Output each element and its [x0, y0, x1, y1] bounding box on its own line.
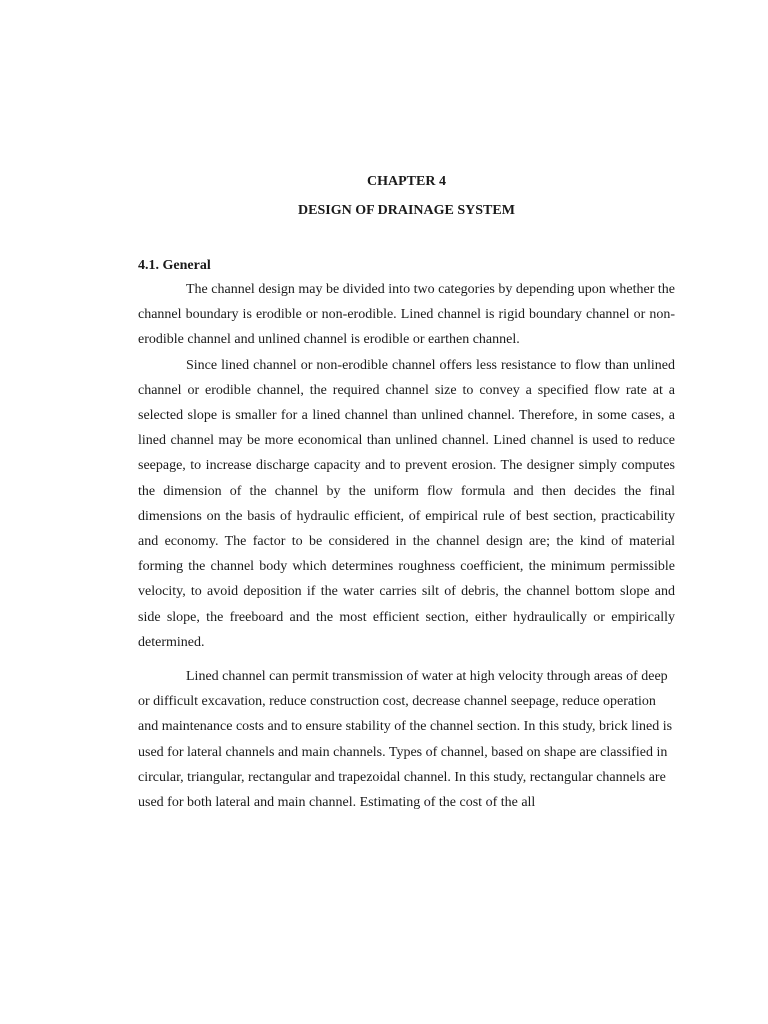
chapter-title: DESIGN OF DRAINAGE SYSTEM	[298, 203, 515, 218]
paragraph-3: Lined channel can permit transmission of water at high velocity through areas of deep or difficult excavation, reduce construction cost, decrease channel seepage, reduce operation and maintenance costs and to ensure stability of the channel section. In this study, brick lined is used for lateral channels and main channels. Types of channel, based on shape are classified in circular, triangular, rectangular and trapezoidal channel. In this study, rectangular channels are used for both lateral and main channel. Estimating of the cost of the all	[138, 669, 673, 811]
paragraph-1: The channel design may be divided into two categories by depending upon whether the channel boundary is erodible or non-erodible. Lined channel is rigid boundary channel or non-erodible channel and unlined channel is erodible or earthen channel.	[138, 282, 675, 348]
chapter-number: CHAPTER 4	[367, 174, 446, 189]
section-heading: 4.1. General	[138, 258, 211, 273]
document-page	[138, 172, 675, 815]
paragraph-2: Since lined channel or non-erodible channel offers less resistance to flow than unlined channel or erodible channel, the required channel size to convey a specified flow rate at a selected slope is smaller for a lined channel than unlined channel. Therefore, in some cases, a lined channel may be more economical than unlined channel. Lined channel is used to reduce seepage, to increase discharge capacity and to prevent erosion. The designer simply computes the dimension of the channel by the uniform flow formula and then decides the final dimensions on the basis of hydraulic efficient, of empirical rule of best section, practicability and economy. The factor to be considered in the channel design are; the kind of material forming the channel body which determines roughness coefficient, the minimum permissible velocity, to avoid deposition if the water carries silt of debris, the channel bottom slope and side slope, the freeboard and the most efficient section, either hydraulically or empirically determined.	[138, 357, 675, 650]
